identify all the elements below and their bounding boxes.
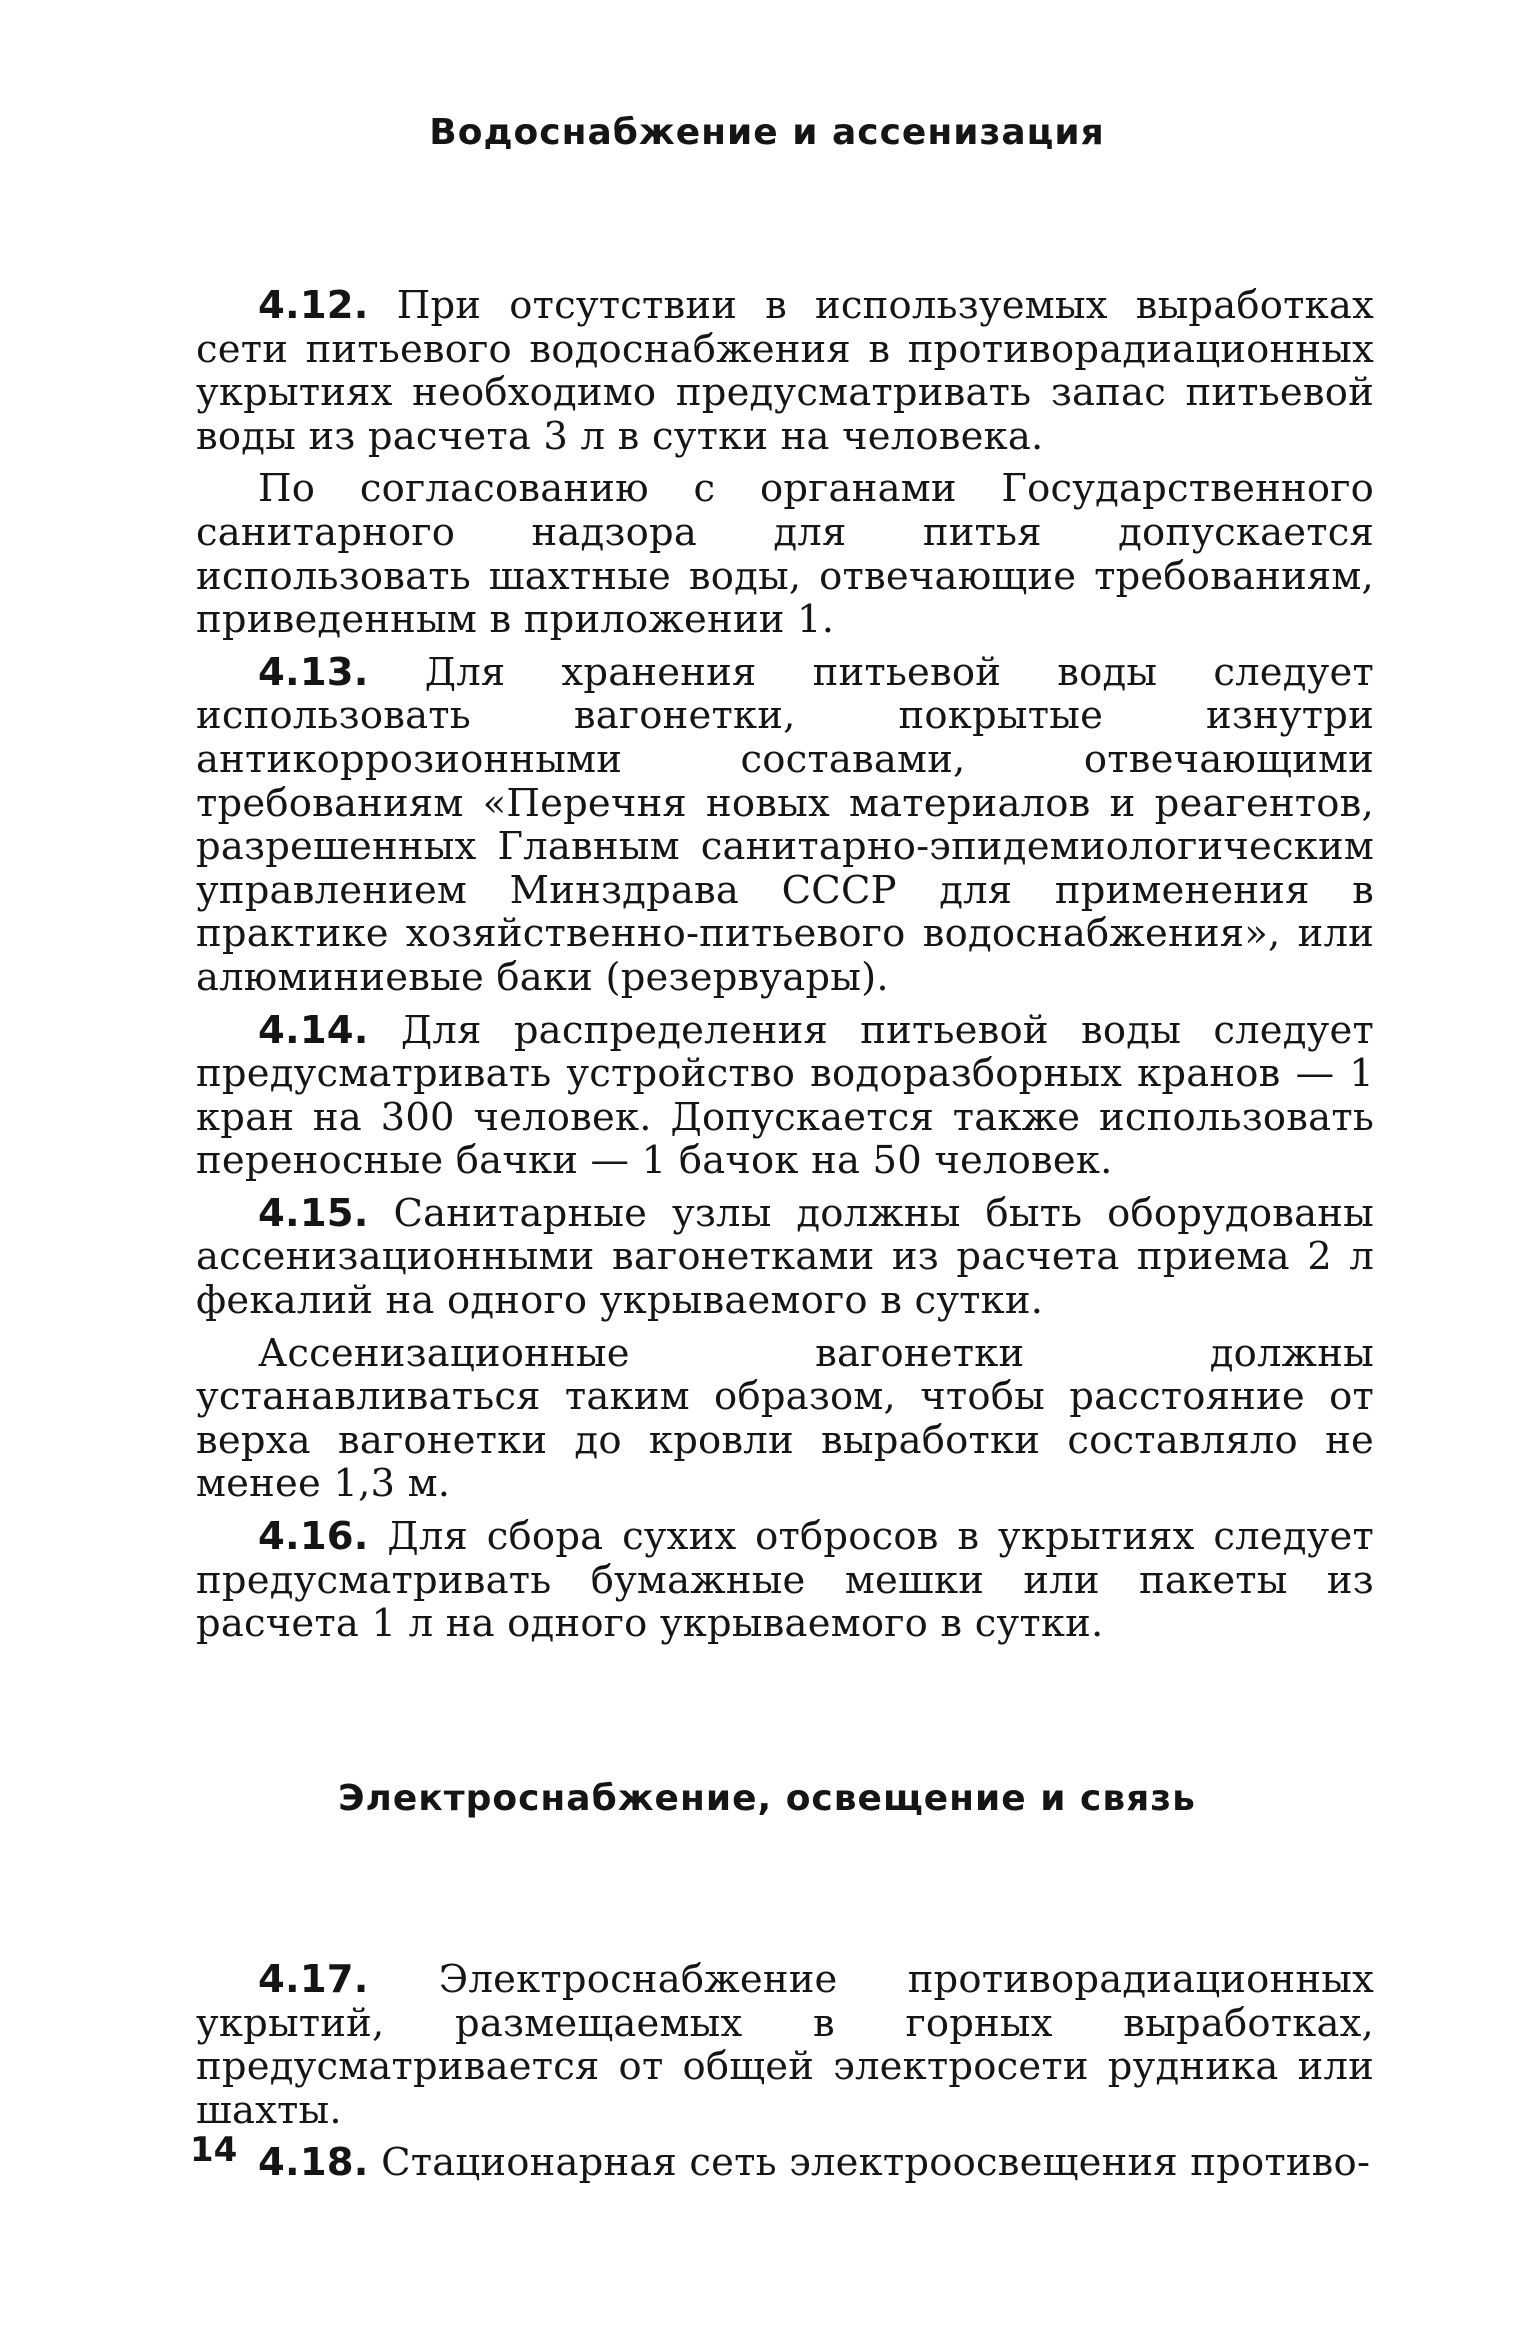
clause-number: 4.12.	[258, 283, 369, 328]
clause-number: 4.15.	[258, 1190, 369, 1236]
section-title-water-supply: Водоснабжение и ассенизация	[429, 112, 1105, 153]
paragraph-4-12	[196, 284, 1374, 458]
paragraph-text: Электроснабжение противорадиационных укрытий, размещаемых в горных выработках, предусматривается от общей электросети рудника или шахты.	[196, 1957, 1374, 2133]
paragraph-text: Для хранения питьевой воды следует использовать вагонетки, покрытые изнутри антикоррозионными составами, отвечающими требованиям «Перечня новых материалов и реагентов, разрешенных Главным санитарно-эпидемиологическим управлением Минздрава СССР для применения в практике хозяйственно-питьевого водоснабжения», или алюминиевые баки (резервуары).	[196, 649, 1374, 1000]
page-number: 14	[190, 2130, 238, 2170]
paragraph-wagons	[196, 1332, 1374, 1506]
clause-number: 4.14.	[258, 1007, 369, 1053]
paragraph-text: Санитарные узлы должны быть оборудованы ассенизационными вагонетками из расчета приема 2 л фекалий на одного укрываемого в сутки.	[196, 1190, 1374, 1324]
paragraph-4-16	[196, 1515, 1374, 1646]
clause-number: 4.18.	[258, 2140, 369, 2186]
clause-number: 4.17.	[258, 1957, 369, 2002]
section-body-power-supply	[196, 1958, 1374, 2194]
paragraph-text: Для распределения питьевой воды следует предусматривать устройство водоразборных кранов — 1 кран на 300 человек. Допускается также использовать переносные бачки — 1 бачок на 50 человек.	[196, 1007, 1374, 1184]
paragraph-text: Стационарная сеть электроосвещения противо-	[381, 2140, 1371, 2186]
clause-number: 4.13.	[258, 649, 369, 695]
section-title-power-supply: Электроснабжение, освещение и связь	[338, 1778, 1196, 1819]
section-body-water-supply	[196, 284, 1374, 1655]
paragraph-text: Для сбора сухих отбросов в укрытиях следует предусматривать бумажные мешки или пакеты из расчета 1 л на одного укрываемого в сутки.	[196, 1514, 1374, 1647]
paragraph-4-13	[196, 651, 1374, 1000]
paragraph-4-18	[196, 2141, 1374, 2185]
paragraph-4-14	[196, 1009, 1374, 1183]
paragraph-approval	[196, 467, 1374, 641]
paragraph-4-15	[196, 1192, 1374, 1323]
paragraph-4-17	[196, 1958, 1374, 2132]
paragraph-text: Ассенизационные вагонетки должны устанавливаться таким образом, чтобы расстояние от верха вагонетки до кровли выработки составляло не менее 1,3 м.	[196, 1330, 1374, 1507]
paragraph-text: При отсутствии в используемых выработках сети питьевого водоснабжения в противорадиационных укрытиях необходимо предусматривать запас питьевой воды из расчета 3 л в сутки на человека.	[196, 283, 1374, 459]
clause-number: 4.16.	[258, 1514, 369, 1560]
paragraph-text: По согласованию с органами Государственного санитарного надзора для питья допускается использовать шахтные воды, отвечающие требованиям, приведенным в приложении 1.	[196, 466, 1374, 643]
